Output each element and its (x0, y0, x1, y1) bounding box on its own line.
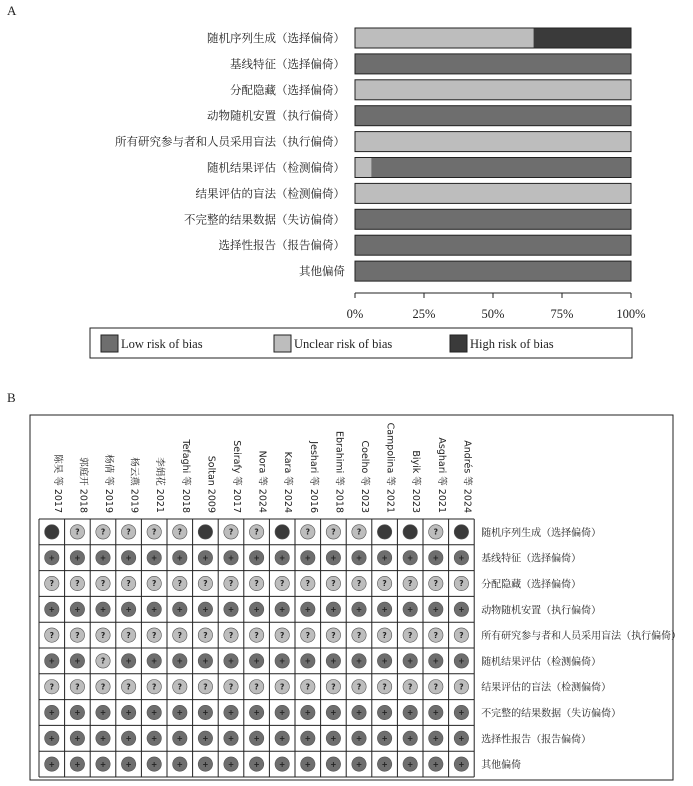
rating-symbol: ? (254, 682, 259, 692)
rating-symbol: + (432, 553, 439, 563)
rating-symbol: + (381, 734, 388, 743)
rating-symbol: + (99, 734, 107, 743)
rating-symbol: ? (152, 682, 157, 692)
x-tick-label: 50% (481, 307, 505, 321)
rating-symbol: ? (203, 630, 208, 640)
rating-symbol: + (330, 605, 337, 614)
rating-symbol: ? (254, 630, 259, 640)
rating-symbol: ? (152, 579, 157, 589)
rating-symbol: + (407, 708, 414, 718)
rating-symbol: ? (408, 630, 413, 640)
rating-symbol: ? (331, 527, 336, 537)
rating-symbol: ? (305, 527, 310, 537)
rating-symbol: + (227, 656, 235, 666)
study-label: Tefaghi 等 2018 (179, 439, 191, 513)
domain-label: 随机序列生成（选择偏倚） (481, 527, 602, 539)
study-label: Coelho 等 2023 (359, 440, 370, 513)
rating-symbol: + (458, 708, 465, 718)
bar-category-label: 随机结果评估（检测偏倚） (207, 160, 345, 175)
study-label: Ebrahimi 等 2018 (333, 430, 345, 513)
rating-symbol: + (227, 708, 235, 718)
rating-symbol: + (330, 734, 337, 743)
rating-symbol: + (176, 656, 183, 666)
rating-symbol: + (279, 734, 286, 743)
legend-swatch (274, 335, 291, 352)
rating-symbol: ? (100, 527, 106, 537)
rating-symbol: + (432, 605, 439, 614)
legend-swatch (450, 335, 467, 352)
rating-symbol: ? (177, 682, 182, 692)
rating-symbol: + (355, 605, 363, 614)
rating-symbol: ? (280, 682, 285, 692)
rating-symbol: + (304, 605, 311, 614)
rating-symbol: ? (152, 527, 157, 537)
rating-symbol: + (381, 759, 388, 769)
rating-symbol: ? (305, 630, 310, 640)
study-label: Nora 等 2024 (256, 450, 268, 513)
rating-symbol: ? (177, 630, 182, 640)
rating-symbol: + (227, 734, 235, 743)
bar-category-label: 随机序列生成（选择偏倚） (207, 31, 345, 45)
rating-symbol: ? (305, 682, 310, 692)
study-label: 李娟花 2021 (154, 457, 166, 513)
bar-segment-low (355, 106, 631, 126)
rating-symbol: + (176, 708, 183, 718)
rating-symbol: + (151, 656, 158, 666)
rating-symbol: ? (203, 682, 208, 692)
rating-high (403, 525, 417, 539)
rating-symbol: ? (49, 682, 54, 692)
study-label: Andrés 等 2024 (461, 440, 473, 513)
bar-segment-low (355, 261, 631, 281)
rating-symbol: + (125, 759, 132, 769)
rating-symbol: + (330, 656, 337, 666)
rating-symbol: + (227, 553, 235, 563)
rating-symbol: + (202, 759, 209, 769)
rating-symbol: ? (459, 630, 464, 640)
rating-symbol: + (355, 734, 363, 743)
rating-symbol: ? (331, 630, 336, 640)
rating-symbol: + (74, 553, 81, 563)
legend-label: High risk of bias (470, 337, 554, 351)
study-label: Jeshari 等 2016 (307, 441, 319, 513)
bar-segment-low (355, 235, 631, 255)
rating-symbol: + (304, 708, 311, 718)
domain-label: 选择性报告（报告偏倚） (481, 734, 592, 746)
bar-category-label: 其他偏倚 (299, 264, 345, 279)
rating-symbol: + (458, 759, 465, 769)
rating-symbol: + (279, 708, 286, 718)
bar-segment-low (355, 54, 631, 74)
rating-symbol: ? (433, 630, 438, 640)
rating-symbol: + (99, 708, 107, 718)
study-label: Kara 等 2024 (282, 451, 294, 513)
rating-symbol: + (458, 734, 465, 743)
rating-symbol: ? (75, 527, 80, 537)
bar-segment-unclear (355, 80, 631, 100)
study-label: 陈昊 等 2017 (51, 454, 63, 513)
rating-symbol: ? (331, 579, 336, 589)
x-tick-label: 75% (550, 307, 574, 321)
rating-symbol: + (381, 708, 388, 718)
rating-symbol: + (355, 656, 363, 666)
rating-symbol: + (99, 759, 107, 769)
rating-symbol: + (458, 605, 465, 614)
rating-symbol: ? (228, 527, 234, 537)
rating-symbol: + (253, 759, 260, 769)
rating-symbol: ? (433, 527, 438, 537)
rating-symbol: ? (203, 579, 208, 589)
rating-symbol: + (176, 605, 183, 614)
rating-symbol: + (74, 734, 81, 743)
rating-symbol: + (48, 656, 55, 666)
domain-label: 不完整的结果数据（失访偏倚） (481, 708, 622, 720)
rating-symbol: ? (75, 630, 80, 640)
rating-symbol: ? (228, 682, 234, 692)
bar-category-label: 动物随机安置（执行偏倚） (207, 108, 345, 123)
study-label: Soltan 2009 (205, 455, 217, 513)
rating-symbol: + (176, 553, 183, 563)
rating-symbol: ? (228, 579, 234, 589)
bar-category-label: 不完整的结果数据（失访偏倚） (184, 212, 345, 227)
rating-symbol: ? (100, 630, 106, 640)
rating-symbol: ? (408, 579, 413, 589)
x-tick-label: 25% (412, 307, 436, 321)
rating-symbol: + (304, 759, 311, 769)
rating-symbol: ? (152, 630, 157, 640)
rating-symbol: + (48, 605, 55, 614)
rating-symbol: ? (382, 682, 387, 692)
rating-high (377, 525, 391, 539)
rating-symbol: ? (49, 579, 54, 589)
rating-symbol: + (253, 734, 260, 743)
rating-symbol: ? (356, 682, 362, 692)
study-label: Campolina 等 2021 (384, 422, 396, 513)
rating-symbol: ? (356, 579, 362, 589)
rating-symbol: ? (459, 682, 464, 692)
rating-symbol: ? (433, 579, 438, 589)
rating-symbol: + (330, 759, 337, 769)
rating-symbol: + (381, 553, 388, 563)
bar-segment-high (534, 28, 631, 48)
rating-symbol: + (407, 553, 414, 563)
rating-symbol: + (279, 553, 286, 563)
bar-category-label: 结果评估的盲法（检测偏倚） (195, 186, 345, 201)
rating-symbol: ? (177, 579, 182, 589)
rating-symbol: + (48, 553, 55, 563)
rating-symbol: + (151, 759, 158, 769)
rating-symbol: + (253, 605, 260, 614)
rating-symbol: + (125, 708, 132, 718)
rating-symbol: + (176, 759, 183, 769)
rating-symbol: ? (126, 579, 131, 589)
bias-summary-bar-chart (115, 28, 646, 321)
rating-symbol: ? (382, 579, 387, 589)
rating-symbol: + (304, 656, 311, 666)
rating-symbol: + (74, 759, 81, 769)
bias-legend (90, 328, 632, 358)
rating-symbol: ? (228, 630, 234, 640)
rating-symbol: ? (126, 682, 131, 692)
study-label: 杨云燕 2019 (128, 457, 140, 513)
rating-symbol: + (304, 553, 311, 563)
rating-symbol: ? (280, 579, 285, 589)
rating-symbol: + (74, 708, 81, 718)
rating-symbol: ? (331, 682, 336, 692)
rating-symbol: + (99, 553, 107, 563)
rating-symbol: ? (254, 579, 259, 589)
rating-symbol: + (432, 734, 439, 743)
rating-symbol: + (304, 734, 311, 743)
x-tick-label: 0% (346, 307, 364, 321)
rating-symbol: + (458, 656, 465, 666)
domain-label: 其他偏倚 (481, 760, 522, 772)
rating-symbol: + (279, 605, 286, 614)
rating-symbol: ? (49, 630, 54, 640)
study-label: 郭庭开 2018 (77, 457, 89, 513)
rating-symbol: + (432, 759, 439, 769)
rating-high (45, 525, 59, 539)
rating-symbol: + (151, 734, 158, 743)
rating-symbol: ? (177, 527, 182, 537)
panel-b-label: B (7, 390, 16, 405)
bar-category-label: 所有研究参与者和人员采用盲法（执行偏倚） (115, 134, 345, 149)
rating-symbol: ? (356, 630, 362, 640)
rating-symbol: ? (75, 682, 80, 692)
rating-symbol: + (125, 656, 132, 666)
rating-symbol: + (227, 605, 235, 614)
rating-symbol: + (48, 708, 55, 718)
rating-symbol: + (355, 708, 363, 718)
rating-symbol: + (151, 605, 158, 614)
rating-symbol: ? (126, 630, 131, 640)
rating-symbol: ? (305, 579, 310, 589)
rating-symbol: + (330, 553, 337, 563)
rating-symbol: + (227, 759, 235, 769)
rating-symbol: + (381, 656, 388, 666)
rating-symbol: + (48, 759, 55, 769)
bar-segment-unclear (355, 132, 631, 152)
rating-symbol: + (253, 708, 260, 718)
bar-category-label: 选择性报告（报告偏倚） (218, 238, 345, 253)
rating-symbol: + (432, 656, 439, 666)
rating-symbol: ? (280, 630, 285, 640)
domain-label: 所有研究参与者和人员采用盲法（执行偏倚） (481, 631, 682, 643)
rating-symbol: ? (254, 527, 259, 537)
rating-symbol: + (253, 553, 260, 563)
rating-symbol: + (330, 708, 337, 718)
rating-symbol: + (202, 605, 209, 614)
rating-symbol: ? (433, 682, 438, 692)
rating-symbol: + (74, 656, 81, 666)
rating-symbol: ? (75, 579, 80, 589)
bias-summary-grid (30, 415, 681, 780)
rating-high (454, 525, 468, 539)
rating-symbol: + (151, 708, 158, 718)
legend-label: Low risk of bias (121, 337, 203, 351)
rating-symbol: + (125, 734, 132, 743)
rating-symbol: + (48, 734, 55, 743)
rating-symbol: + (407, 605, 414, 614)
rating-symbol: + (407, 759, 414, 769)
domain-label: 分配隐藏（选择偏倚） (481, 579, 582, 591)
panel-a-label: A (7, 3, 17, 18)
rating-symbol: + (202, 734, 209, 743)
legend-label: Unclear risk of bias (294, 337, 393, 351)
rating-symbol: ? (100, 656, 106, 666)
bar-segment-unclear (355, 183, 631, 203)
x-tick-label: 100% (616, 307, 646, 321)
study-label: Asghari 等 2021 (435, 437, 447, 513)
bar-segment-low (355, 209, 631, 229)
rating-symbol: ? (382, 630, 387, 640)
rating-symbol: ? (100, 682, 106, 692)
rating-symbol: + (74, 605, 81, 614)
rating-symbol: + (202, 553, 209, 563)
rating-symbol: + (125, 553, 132, 563)
bar-segment-low (371, 158, 631, 178)
rating-symbol: + (202, 656, 209, 666)
rating-symbol: + (99, 605, 107, 614)
bar-segment-unclear (355, 28, 534, 48)
legend-swatch (101, 335, 118, 352)
rating-symbol: + (202, 708, 209, 718)
study-label: 杨倩 等 2019 (103, 454, 114, 513)
rating-symbol: + (458, 553, 465, 563)
rating-symbol: + (355, 759, 363, 769)
rating-high (198, 525, 212, 539)
bar-category-label: 基线特征（选择偏倚） (230, 56, 345, 71)
rating-symbol: + (355, 553, 363, 563)
rating-symbol: + (176, 734, 183, 743)
study-label: Seirafy 等 2017 (231, 440, 242, 513)
rating-symbol: + (432, 708, 439, 718)
rating-symbol: + (381, 605, 388, 614)
study-label: Biyik 等 2023 (410, 450, 422, 513)
rating-symbol: + (151, 553, 158, 563)
domain-label: 随机结果评估（检测偏倚） (481, 656, 602, 668)
bar-segment-unclear (355, 158, 371, 178)
rating-symbol: ? (356, 527, 362, 537)
rating-symbol: + (253, 656, 260, 666)
rating-symbol: ? (459, 579, 464, 589)
rating-symbol: ? (100, 579, 106, 589)
domain-label: 基线特征（选择偏倚） (481, 553, 582, 565)
rating-symbol: + (407, 656, 414, 666)
rating-symbol: + (279, 759, 286, 769)
rating-symbol: ? (126, 527, 131, 537)
rating-symbol: + (125, 605, 132, 614)
domain-label: 结果评估的盲法（检测偏倚） (481, 682, 612, 694)
rating-symbol: + (407, 734, 414, 743)
rating-symbol: ? (408, 682, 413, 692)
rating-symbol: + (279, 656, 286, 666)
rating-high (275, 525, 289, 539)
bar-category-label: 分配隐藏（选择偏倚） (230, 82, 345, 97)
domain-label: 动物随机安置（执行偏倚） (481, 605, 602, 617)
